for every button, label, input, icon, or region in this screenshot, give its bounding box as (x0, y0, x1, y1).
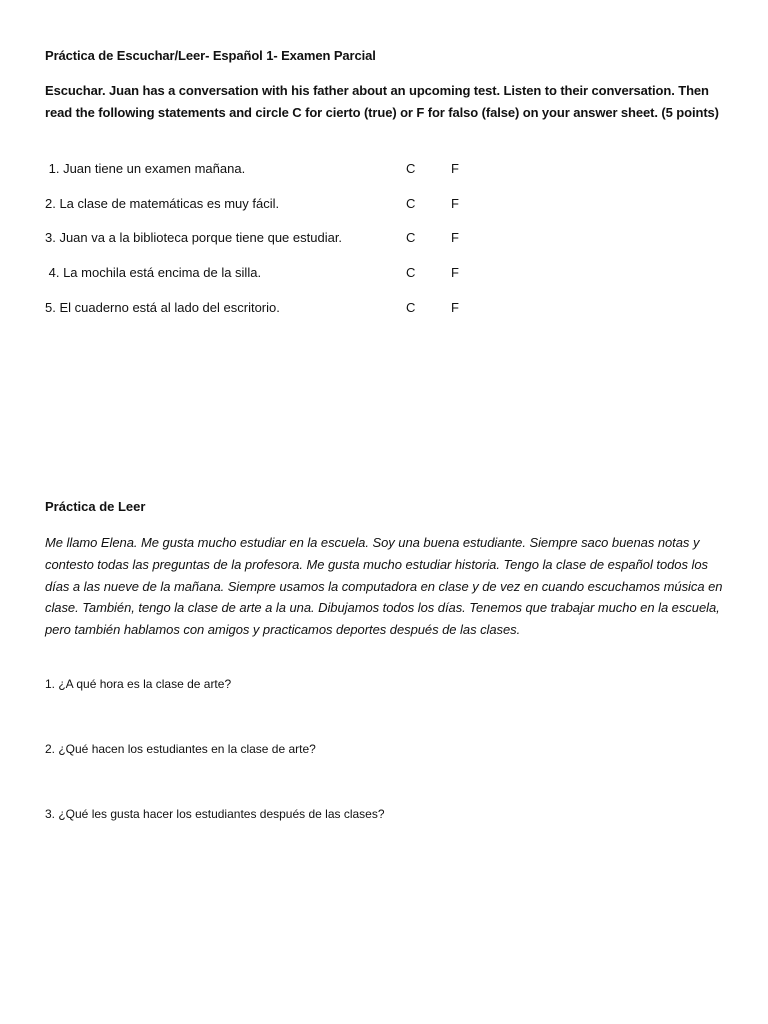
cierto-option: C (406, 196, 416, 211)
falso-option: F (451, 161, 459, 176)
cierto-option: C (406, 161, 416, 176)
cierto-option: C (406, 300, 416, 315)
statement-text: 4. La mochila está encima de la silla. (45, 265, 262, 280)
statement-row (45, 300, 505, 318)
statement-text: 2. La clase de matemáticas es muy fácil. (45, 196, 280, 211)
document-title: Práctica de Escuchar/Leer- Español 1- Examen Parcial (45, 48, 376, 63)
statement-text: 5. El cuaderno está al lado del escritorio. (45, 300, 280, 315)
cierto-option: C (406, 265, 416, 280)
reading-passage: Me llamo Elena. Me gusta mucho estudiar en la escuela. Soy una buena estudiante. Siempre saco buenas notas y contesto todas las preguntas de la profesora. Me gusta mucho estudiar historia. Tengo la clase de español todos los días a las nueve de la mañana. Siempre usamos la computadora en clase y de vez en cuando escuchamos música en clase. También, tengo la clase de arte a la una. Dibujamos todos los días. Tenemos que trabajar mucho en la escuela, pero también hablamos con amigos y practicamos deportes después de las clases. (45, 535, 723, 638)
listening-instructions: Escuchar. Juan has a conversation with his father about an upcoming test. Listen to their conversation. Then read the following statements and circle C for cierto (true) or F for falso (false) on your answer sheet. (5 points) (45, 83, 719, 120)
statement-row (45, 161, 505, 179)
statement-row (45, 265, 505, 283)
statement-row (45, 230, 505, 248)
statement-text: 3. Juan va a la biblioteca porque tiene que estudiar. (45, 230, 343, 245)
reading-question: 3. ¿Qué les gusta hacer los estudiantes después de las clases? (45, 807, 385, 821)
falso-option: F (451, 265, 459, 280)
statement-text: 1. Juan tiene un examen mañana. (45, 161, 246, 176)
falso-option: F (451, 300, 459, 315)
cierto-option: C (406, 230, 416, 245)
falso-option: F (451, 196, 459, 211)
falso-option: F (451, 230, 459, 245)
statement-row (45, 196, 505, 214)
reading-question: 1. ¿A qué hora es la clase de arte? (45, 677, 232, 691)
reading-section-title: Práctica de Leer (45, 499, 146, 514)
reading-question: 2. ¿Qué hacen los estudiantes en la clase de arte? (45, 742, 316, 756)
